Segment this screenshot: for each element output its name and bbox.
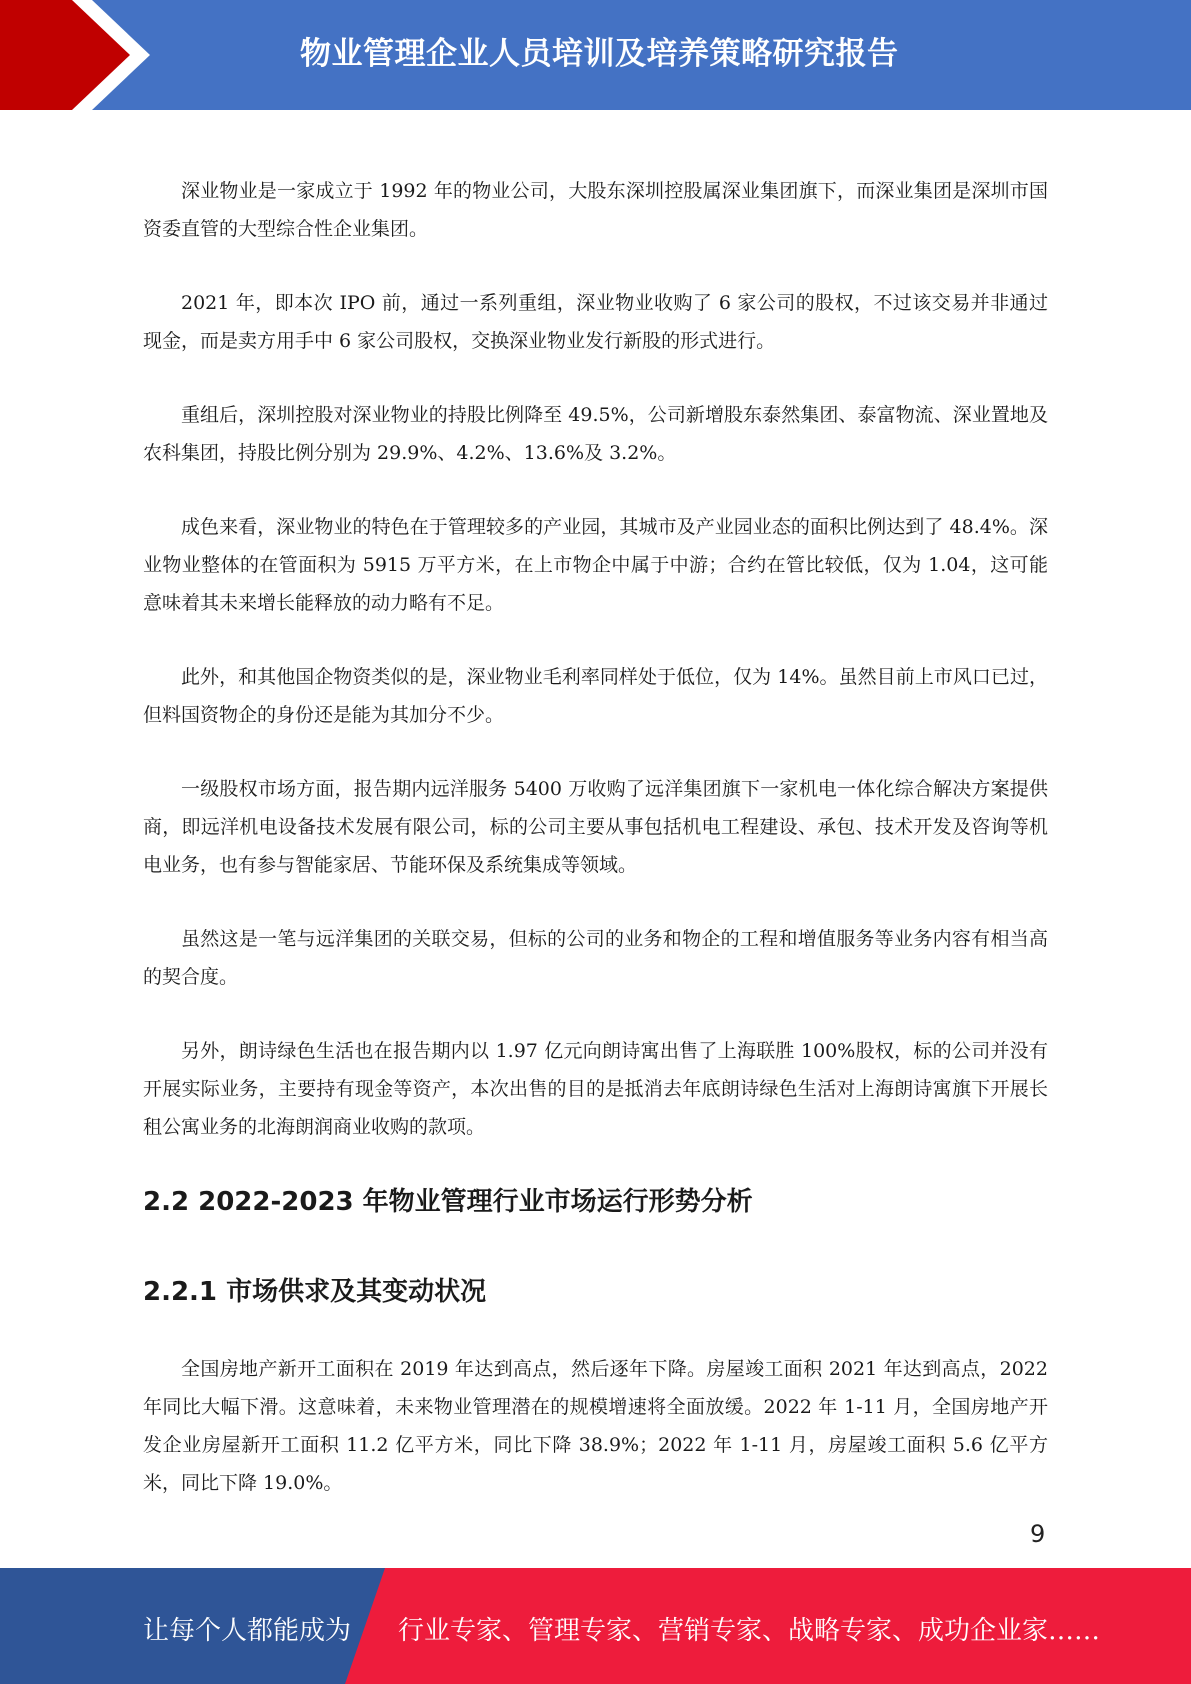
main-content <box>143 172 1048 1538</box>
paragraph: 此外，和其他国企物资类似的是，深业物业毛利率同样处于低位，仅为 14%。虽然目前上市风口已过，但料国资物企的身份还是能为其加分不少。 <box>143 666 1048 726</box>
header-chevron-decoration <box>0 0 160 110</box>
subsection-heading: 2.2.1 市场供求及其变动状况 <box>143 1277 487 1307</box>
page-header <box>0 0 1191 110</box>
paragraph: 另外，朗诗绿色生活也在报告期内以 1.97 亿元向朗诗寓出售了上海联胜 100%股权，标的公司并没有开展实际业务，主要持有现金等资产，本次出售的目的是抵消去年底朗诗绿色生活对上海朗诗寓旗下开展长租公寓业务的北海朗润商业收购的款项。 <box>143 1040 1048 1138</box>
section-heading: 2.2 2022-2023 年物业管理行业市场运行形势分析 <box>143 1187 753 1217</box>
paragraph: 虽然这是一笔与远洋集团的关联交易，但标的公司的业务和物企的工程和增值服务等业务内容有相当高的契合度。 <box>143 928 1048 988</box>
paragraph: 成色来看，深业物业的特色在于管理较多的产业园，其城市及产业园业态的面积比例达到了 48.4%。深业物业整体的在管面积为 5915 万平方米，在上市物企中属于中游；合约在管比较低，仅为 1.04，这可能意味着其未来增长能释放的动力略有不足。 <box>143 516 1048 614</box>
header-title: 物业管理企业人员培训及培养策略研究报告 <box>300 36 899 72</box>
paragraph: 重组后，深圳控股对深业物业的持股比例降至 49.5%，公司新增股东泰然集团、泰富物流、深业置地及农科集团，持股比例分别为 29.9%、4.2%、13.6%及 3.2%。 <box>143 404 1048 464</box>
paragraph: 深业物业是一家成立于 1992 年的物业公司，大股东深圳控股属深业集团旗下，而深业集团是深圳市国资委直管的大型综合性企业集团。 <box>143 180 1048 240</box>
paragraph: 2021 年，即本次 IPO 前，通过一系列重组，深业物业收购了 6 家公司的股权，不过该交易并非通过现金，而是卖方用手中 6 家公司股权，交换深业物业发行新股的形式进行。 <box>143 292 1048 352</box>
paragraph: 一级股权市场方面，报告期内远洋服务 5400 万收购了远洋集团旗下一家机电一体化综合解决方案提供商，即远洋机电设备技术发展有限公司，标的公司主要从事包括机电工程建设、承包、技术开发及咨询等机电业务，也有参与智能家居、节能环保及系统集成等领域。 <box>143 778 1048 876</box>
paragraph: 全国房地产新开工面积在 2019 年达到高点，然后逐年下降。房屋竣工面积 2021 年达到高点，2022 年同比大幅下滑。这意味着，未来物业管理潜在的规模增速将全面放缓。2022 年 1-11 月，全国房地产开发企业房屋新开工面积 11.2 亿平方米，同比下降 38.9%；2022 年 1-11 月，房屋竣工面积 5.6 亿平方米，同比下降 19.0%。 <box>143 1358 1048 1494</box>
page-footer <box>0 1568 1191 1684</box>
footer-slogan-left: 让每个人都能成为 <box>143 1616 352 1646</box>
page-number: 9 <box>1030 1520 1046 1548</box>
footer-slogan-right: 行业专家、管理专家、营销专家、战略专家、成功企业家…… <box>398 1616 1101 1646</box>
